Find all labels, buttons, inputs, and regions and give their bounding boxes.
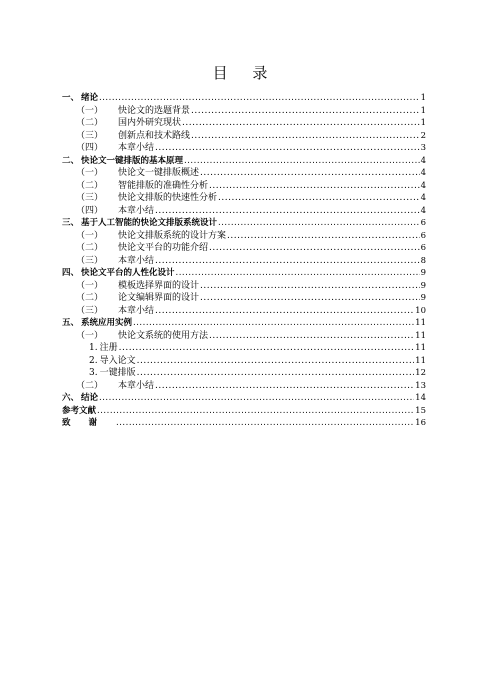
toc-entry[interactable] [62, 180, 426, 193]
toc-entry-page-number: 11 [415, 343, 426, 353]
table-of-contents [62, 92, 426, 430]
toc-entry-label: 快论文排版的快速性分析 [118, 193, 218, 203]
toc-entry-label: 模板选择界面的设计 [118, 280, 200, 291]
toc-entry-number: （二） [76, 243, 104, 253]
toc-entry-label: 快论文平台的人性化设计 [81, 268, 175, 278]
toc-entry-page-number: 16 [415, 418, 426, 428]
toc-dot-leader [218, 217, 420, 230]
toc-entry-number: 二、 [62, 155, 80, 166]
toc-dot-leader [182, 117, 420, 130]
toc-dot-leader [99, 92, 420, 105]
toc-dot-leader [200, 280, 420, 293]
toc-entry-number: （二） [76, 293, 104, 303]
toc-entry-page-number: 3 [420, 143, 426, 153]
toc-entry-number: （二） [76, 180, 104, 191]
toc-entry-label: 国内外研究现状 [118, 118, 182, 128]
toc-entry-page-number: 2 [420, 130, 426, 141]
toc-dot-leader [227, 230, 420, 243]
toc-entry[interactable] [62, 280, 426, 293]
toc-entry[interactable] [62, 392, 426, 405]
toc-entry-label: 快论文的选题背景 [118, 105, 191, 116]
toc-dot-leader [200, 292, 420, 305]
toc-entry-label: 绪论 [81, 93, 99, 103]
toc-entry-page-number: 4 [420, 205, 426, 216]
toc-entry-number: 1. [89, 343, 98, 353]
toc-dot-leader [97, 405, 414, 418]
toc-entry-page-number: 4 [420, 155, 426, 166]
toc-entry-number: （四） [76, 205, 104, 216]
page-title: 目 录 [212, 64, 278, 82]
toc-dot-leader [184, 155, 420, 168]
toc-entry[interactable] [62, 130, 426, 143]
toc-entry-label: 快论文平台的功能介绍 [118, 243, 209, 253]
toc-entry-label: 导入论文 [99, 355, 136, 366]
toc-entry-label: 本章小结 [118, 143, 155, 153]
toc-entry-page-number: 9 [420, 280, 426, 291]
toc-entry-number: （二） [76, 118, 104, 128]
toc-entry[interactable] [62, 167, 426, 180]
toc-entry-number: （一） [76, 330, 104, 341]
toc-entry-page-number: 1 [420, 105, 426, 116]
toc-entry[interactable] [62, 117, 426, 130]
toc-entry-number: 3. [89, 368, 98, 378]
toc-entry-label: 本章小结 [118, 305, 155, 316]
toc-entry-label: 智能排版的准确性分析 [118, 180, 209, 191]
toc-entry-number: 2. [89, 355, 98, 366]
toc-dot-leader [200, 167, 420, 180]
toc-entry-number: 一、 [62, 93, 80, 103]
toc-dot-leader [133, 317, 414, 330]
toc-entry-page-number: 9 [420, 293, 426, 303]
toc-entry[interactable] [62, 242, 426, 255]
toc-entry[interactable] [62, 92, 426, 105]
toc-entry-label: 基于人工智能的快论文排版系统设计 [81, 218, 218, 228]
toc-entry-page-number: 9 [420, 268, 426, 278]
toc-entry-label: 快论文排版系统的设计方案 [118, 230, 227, 241]
toc-dot-leader [191, 105, 420, 118]
toc-entry[interactable] [62, 217, 426, 230]
toc-entry-label: 本章小结 [118, 205, 155, 216]
toc-dot-leader [155, 255, 420, 268]
toc-entry-page-number: 6 [420, 243, 426, 253]
toc-dot-leader [119, 342, 415, 355]
toc-dot-leader [155, 142, 420, 155]
toc-entry[interactable] [62, 205, 426, 218]
toc-entry-label: 参考文献 [62, 405, 97, 416]
toc-entry-number: （一） [76, 230, 104, 241]
toc-entry-label: 快论文系统的使用方法 [118, 330, 209, 341]
toc-entry[interactable] [62, 142, 426, 155]
toc-entry-page-number: 6 [420, 230, 426, 241]
toc-entry-number: （三） [76, 255, 104, 266]
toc-dot-leader [218, 192, 420, 205]
toc-entry[interactable] [62, 405, 426, 418]
toc-entry-number: （四） [76, 143, 104, 153]
toc-entry-number: 四、 [62, 268, 80, 278]
toc-entry-page-number: 8 [420, 255, 426, 266]
toc-entry-number: 五、 [62, 318, 80, 328]
toc-dot-leader [176, 267, 420, 280]
toc-entry-number: （三） [76, 193, 104, 203]
toc-entry[interactable] [62, 267, 426, 280]
toc-entry[interactable] [62, 255, 426, 268]
toc-entry-number: （一） [76, 280, 104, 291]
toc-entry-label: 注册 [99, 343, 118, 353]
toc-entry-page-number: 12 [415, 368, 426, 378]
toc-dot-leader [209, 180, 420, 193]
toc-entry[interactable] [62, 380, 426, 393]
toc-entry[interactable] [62, 192, 426, 205]
toc-dot-leader [209, 330, 414, 343]
toc-entry-number: （一） [76, 105, 104, 116]
toc-entry[interactable] [62, 230, 426, 243]
toc-entry-number: 三、 [62, 218, 80, 228]
toc-dot-leader [155, 305, 414, 318]
toc-entry[interactable] [62, 342, 426, 355]
toc-entry-label: 系统应用实例 [81, 318, 133, 328]
toc-dot-leader [137, 367, 415, 380]
toc-entry-number: 六、 [62, 393, 80, 403]
toc-dot-leader [155, 205, 420, 218]
toc-entry-page-number: 10 [415, 305, 426, 316]
toc-entry[interactable] [62, 317, 426, 330]
toc-entry[interactable] [62, 105, 426, 118]
toc-entry-page-number: 11 [415, 318, 426, 328]
toc-entry-label: 本章小结 [118, 255, 155, 266]
toc-entry-page-number: 13 [415, 380, 426, 391]
toc-entry[interactable] [62, 417, 426, 430]
toc-entry-number: （三） [76, 305, 104, 316]
toc-entry[interactable] [62, 355, 426, 368]
toc-dot-leader [209, 242, 420, 255]
toc-entry[interactable] [62, 292, 426, 305]
toc-entry-page-number: 11 [415, 330, 426, 341]
toc-entry-page-number: 1 [420, 118, 426, 128]
toc-entry-page-number: 6 [420, 218, 426, 228]
toc-entry-label: 快论文一键排版的基本原理 [81, 155, 184, 166]
toc-entry-label: 论文编辑界面的设计 [118, 293, 200, 303]
toc-entry-page-number: 1 [420, 93, 426, 103]
toc-entry-label: 快论文一键排版概述 [118, 168, 200, 178]
toc-entry[interactable] [62, 305, 426, 318]
toc-dot-leader [99, 392, 414, 405]
toc-entry-number: （二） [76, 380, 104, 391]
toc-entry[interactable] [62, 330, 426, 343]
toc-entry-page-number: 4 [420, 193, 426, 203]
toc-entry-page-number: 15 [415, 405, 426, 416]
toc-entry-label: 本章小结 [118, 380, 155, 391]
toc-entry[interactable] [62, 155, 426, 168]
toc-entry-label: 结论 [81, 393, 99, 403]
toc-entry-page-number: 14 [415, 393, 426, 403]
toc-entry-label: 创新点和技术路线 [118, 130, 191, 141]
toc-dot-leader [155, 380, 414, 393]
toc-dot-leader [137, 355, 415, 368]
toc-entry-number: （三） [76, 130, 104, 141]
toc-entry-label: 一键排版 [99, 368, 136, 378]
toc-entry-number: （一） [76, 168, 104, 178]
toc-entry-label: 致谢 [62, 418, 116, 428]
toc-entry-page-number: 11 [415, 355, 426, 366]
toc-dot-leader [191, 130, 420, 143]
toc-entry-page-number: 4 [420, 168, 426, 178]
toc-dot-leader [116, 417, 414, 430]
toc-entry-page-number: 4 [420, 180, 426, 191]
toc-entry[interactable] [62, 367, 426, 380]
